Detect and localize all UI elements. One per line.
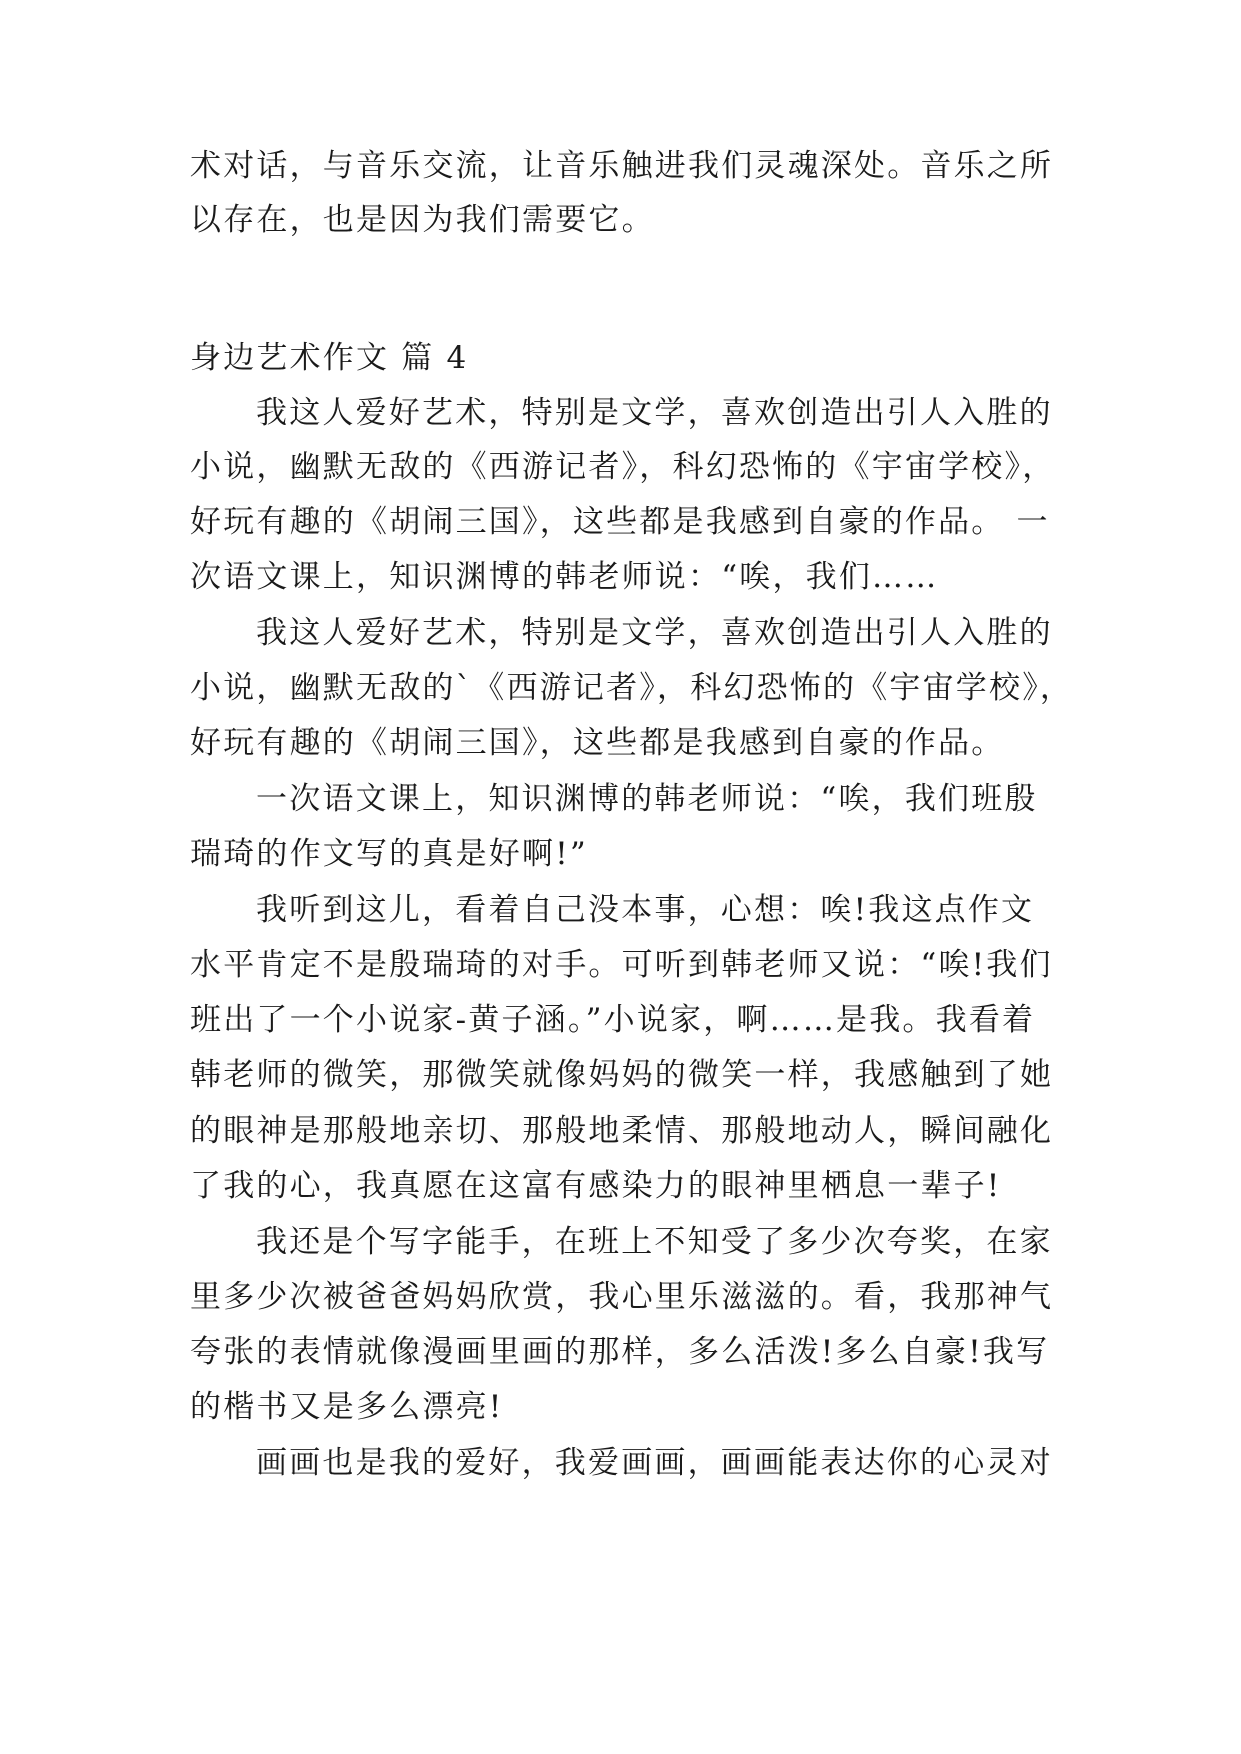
paragraph-start: 我这人爱好艺术，特别是文学，喜欢创造出引人入胜的 xyxy=(256,395,1053,431)
text-line: 水平肯定不是殷瑞琦的对手。可听到韩老师又说：“唉!我们 xyxy=(190,947,1053,983)
text-line: 术对话，与音乐交流，让音乐触进我们灵魂深处。音乐之所 xyxy=(190,148,1054,184)
text-line: 小说，幽默无敌的`《西游记者》，科幻恐怖的《宇宙学校》， xyxy=(190,670,1074,706)
text-line: 韩老师的微笑，那微笑就像妈妈的微笑一样，我感触到了她 xyxy=(190,1057,1054,1093)
text-line: 里多少次被爸爸妈妈欣赏，我心里乐滋滋的。看，我那神气 xyxy=(190,1279,1054,1315)
text-line: 次语文课上，知识渊博的韩老师说：“唉，我们…… xyxy=(190,559,939,595)
paragraph-start: 我听到这儿，看着自己没本事，心想：唉!我这点作文 xyxy=(256,892,1035,928)
text-line: 了我的心，我真愿在这富有感染力的眼神里栖息一辈子! xyxy=(190,1168,1002,1204)
paragraph-start: 画画也是我的爱好，我爱画画，画画能表达你的心灵对 xyxy=(256,1445,1053,1481)
text-line: 的楷书又是多么漂亮! xyxy=(190,1389,504,1425)
text-line: 好玩有趣的《胡闹三国》，这些都是我感到自豪的作品。 xyxy=(190,725,1005,761)
text-line: 班出了一个小说家-黄子涵。”小说家，啊……是我。我看着 xyxy=(190,1002,1036,1038)
text-line: 瑞琦的作文写的真是好啊!” xyxy=(190,836,588,872)
section-heading: 身边艺术作文 篇 4 xyxy=(190,340,469,376)
text-line: 小说，幽默无敌的《西游记者》，科幻恐怖的《宇宙学校》， xyxy=(190,449,1056,485)
text-line: 的眼神是那般地亲切、那般地柔情、那般地动人，瞬间融化 xyxy=(190,1113,1054,1149)
text-line: 好玩有趣的《胡闹三国》，这些都是我感到自豪的作品。 一 xyxy=(190,504,1050,540)
text-line: 以存在，也是因为我们需要它。 xyxy=(190,202,655,238)
paragraph-start: 一次语文课上，知识渊博的韩老师说：“唉，我们班殷 xyxy=(256,781,1038,817)
paragraph-start: 我还是个写字能手，在班上不知受了多少次夸奖，在家 xyxy=(256,1224,1053,1260)
paragraph-start: 我这人爱好艺术，特别是文学，喜欢创造出引人入胜的 xyxy=(256,615,1053,651)
text-line: 夸张的表情就像漫画里画的那样，多么活泼!多么自豪!我写 xyxy=(190,1334,1050,1370)
